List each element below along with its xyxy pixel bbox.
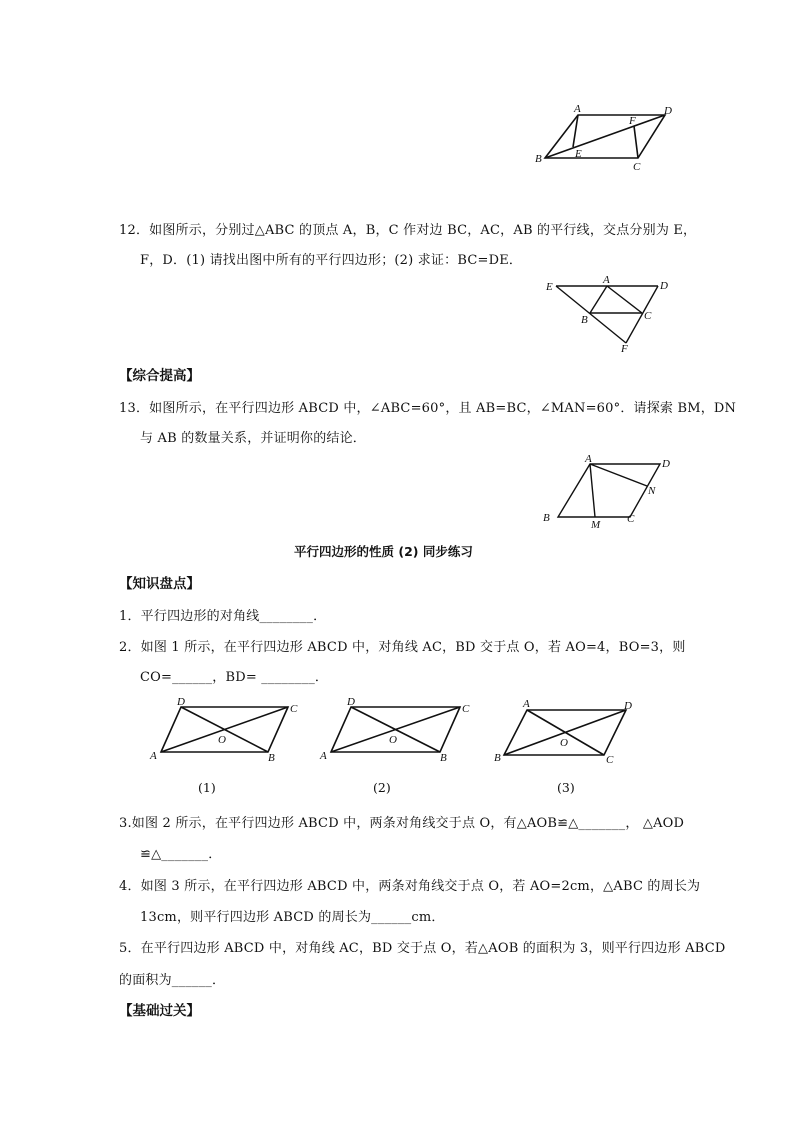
q12-text-line1: 12．如图所示，分别过△ABC 的顶点 A，B，C 作对边 BC，AC，AB 的平行线，交点分别为 E， — [119, 223, 697, 238]
figure-2-caption: (2) — [373, 780, 391, 795]
q11-label-e: E — [575, 148, 582, 160]
q12-label-f: F — [621, 343, 628, 353]
section-heading-knowledge: 【知识盘点】 — [119, 576, 200, 592]
q11-label-a: A — [574, 103, 581, 115]
fig2-label-a: A — [320, 750, 327, 762]
q13-label-d: D — [662, 458, 670, 470]
q11-label-f: F — [629, 115, 636, 127]
q13-text-line2: 与 AB 的数量关系，并证明你的结论． — [140, 431, 367, 446]
fig3-label-d: D — [624, 700, 632, 712]
fig1-label-o: O — [218, 734, 226, 746]
figure-1 — [148, 695, 308, 767]
exercise-title: 平行四边形的性质 (2) 同步练习 — [294, 544, 473, 559]
q13-text-line1: 13．如图所示，在平行四边形 ABCD 中，∠ABC=60°，且 AB=BC，∠MAN=60°．请探索 BM，DN — [119, 401, 737, 416]
q13-label-m: M — [591, 519, 601, 531]
k4-text-line1: 4．如图 3 所示，在平行四边形 ABCD 中，两条对角线交于点 O，若 AO=2cm，△ABC 的周长为 — [119, 879, 701, 894]
q11-label-d: D — [664, 105, 672, 117]
q11-label-b: B — [535, 153, 542, 165]
q12-label-c: C — [644, 310, 652, 322]
q13-label-c: C — [627, 513, 635, 525]
section-heading-basic: 【基础过关】 — [119, 1003, 200, 1019]
k1-text: 1．平行四边形的对角线________． — [119, 609, 327, 624]
q13-label-b: B — [543, 512, 550, 524]
fig1-label-d: D — [177, 696, 185, 708]
figure-1-caption: (1) — [198, 780, 216, 795]
fig2-label-o: O — [389, 734, 397, 746]
k2-text-line1: 2．如图 1 所示，在平行四边形 ABCD 中，对角线 AC，BD 交于点 O，若 AO=4，BO=3，则 — [119, 640, 686, 655]
k5-text-line2: 的面积为______． — [119, 973, 226, 988]
fig3-label-a: A — [523, 698, 530, 710]
q12-label-b: B — [581, 314, 588, 326]
fig3-label-o: O — [560, 737, 568, 749]
fig1-label-c: C — [290, 703, 298, 715]
fig2-label-c: C — [462, 703, 470, 715]
fig2-label-b: B — [440, 752, 447, 764]
q12-label-d: D — [660, 280, 668, 292]
k2-text-line2: CO=______，BD= ________． — [140, 670, 329, 685]
fig2-label-d: D — [347, 696, 355, 708]
q13-label-a: A — [585, 453, 592, 465]
section-heading-comprehensive: 【综合提高】 — [119, 368, 200, 384]
k3-text-line2: ≌△_______． — [140, 847, 222, 862]
q12-label-a: A — [603, 274, 610, 286]
figure-2 — [318, 695, 478, 767]
q12-text-line2: F，D．(1) 请找出图中所有的平行四边形；(2) 求证：BC=DE． — [140, 253, 523, 268]
q13-figure — [538, 452, 678, 532]
q12-label-e: E — [546, 281, 553, 293]
q11-label-c: C — [633, 161, 641, 173]
fig3-label-b: B — [494, 752, 501, 764]
q12-figure — [538, 273, 678, 353]
figure-3-caption: (3) — [557, 780, 575, 795]
fig1-label-a: A — [150, 750, 157, 762]
q11-figure — [530, 100, 680, 175]
figure-3 — [490, 695, 650, 767]
q13-label-n: N — [648, 485, 656, 497]
fig1-label-b: B — [268, 752, 275, 764]
k3-text-line1: 3.如图 2 所示，在平行四边形 ABCD 中，两条对角线交于点 O，有△AOB≌△_______， △AOD — [119, 816, 685, 831]
fig3-label-c: C — [606, 754, 614, 766]
k5-text-line1: 5．在平行四边形 ABCD 中，对角线 AC，BD 交于点 O，若△AOB 的面积为 3，则平行四边形 ABCD — [119, 941, 726, 956]
k4-text-line2: 13cm，则平行四边形 ABCD 的周长为______cm． — [140, 910, 445, 925]
